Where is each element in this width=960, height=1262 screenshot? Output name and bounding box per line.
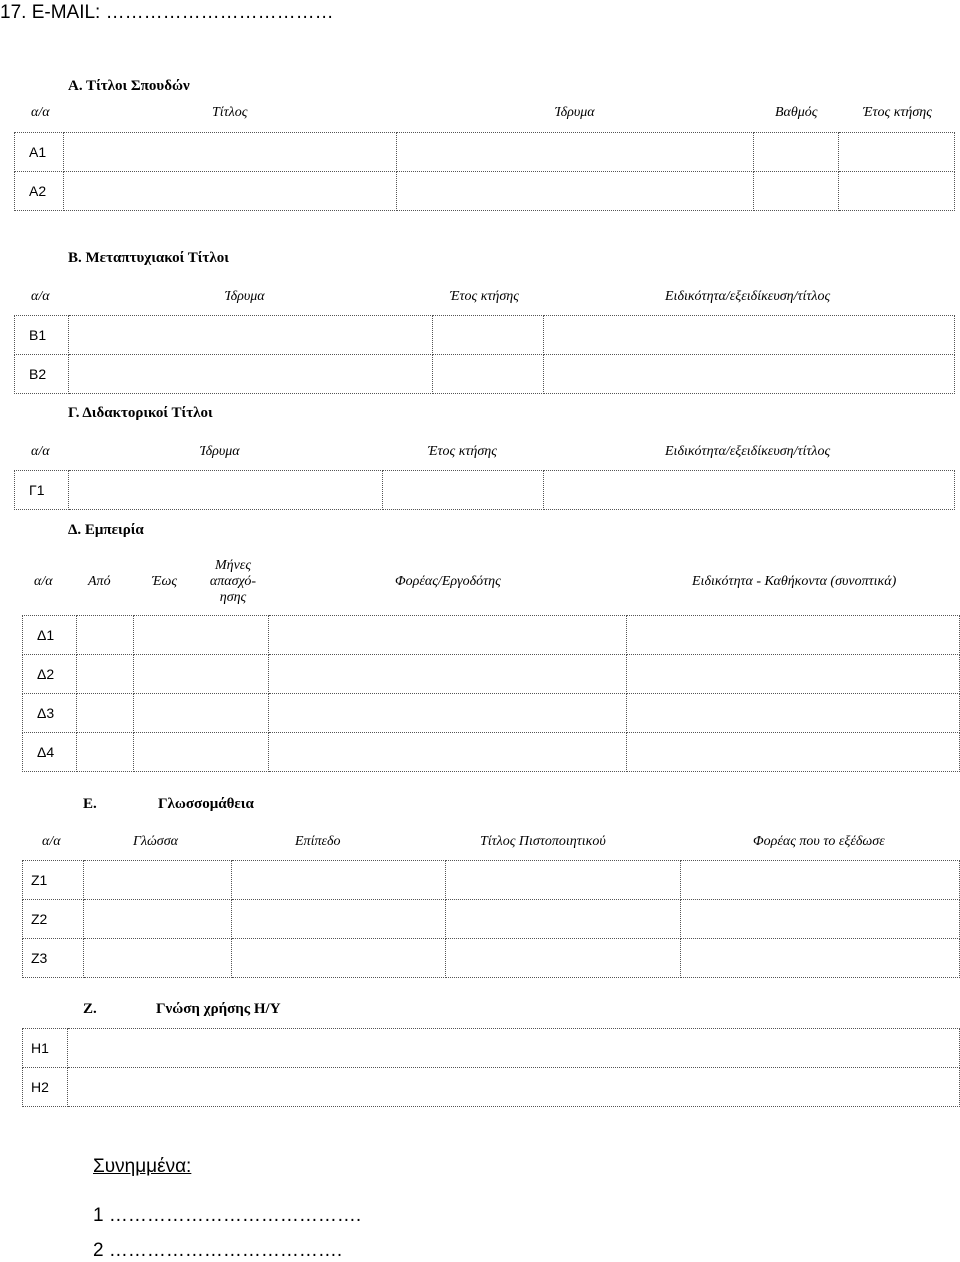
title-cell[interactable]: [64, 172, 397, 211]
duties-cell[interactable]: [627, 694, 960, 733]
table-row: [23, 694, 960, 733]
table-row: [23, 1068, 960, 1107]
section-d-header-aa: α/α: [34, 574, 53, 589]
section-b-title: Β. Μεταπτυχιακοί Τίτλοι: [68, 250, 229, 266]
row-label: Η1: [23, 1029, 68, 1068]
issuer-cell[interactable]: [681, 900, 960, 939]
employer-cell[interactable]: [269, 694, 627, 733]
from-cell[interactable]: [77, 616, 134, 655]
section-b-header-aa: α/α: [31, 289, 50, 304]
year-cell[interactable]: [839, 133, 955, 172]
to-cell[interactable]: [134, 733, 269, 772]
language-cell[interactable]: [84, 939, 232, 978]
specialty-cell[interactable]: [544, 355, 955, 394]
language-cell[interactable]: [84, 861, 232, 900]
row-label: Β2: [15, 355, 69, 394]
row-label: Η2: [23, 1068, 68, 1107]
section-a-header-grade: Βαθμός: [775, 105, 818, 120]
institution-cell[interactable]: [397, 172, 754, 211]
specialty-cell[interactable]: [544, 471, 955, 510]
row-label: Δ1: [23, 616, 77, 655]
section-g-header-specialty: Ειδικότητα/εξειδίκευση/τίτλος: [665, 444, 831, 459]
section-e-header-level: Επίπεδο: [295, 834, 341, 849]
table-row: [23, 939, 960, 978]
row-label: Γ1: [15, 471, 69, 510]
duties-cell[interactable]: [627, 655, 960, 694]
section-e-header-aa: α/α: [42, 834, 61, 849]
section-d-header-duties: Ειδικότητα - Καθήκοντα (συνοπτικά): [692, 574, 897, 589]
to-cell[interactable]: [134, 655, 269, 694]
employer-cell[interactable]: [269, 733, 627, 772]
section-b-header-year: Έτος κτήσης: [450, 289, 519, 304]
table-row: [15, 316, 955, 355]
from-cell[interactable]: [77, 655, 134, 694]
table-row: [23, 861, 960, 900]
section-a-header-year: Έτος κτήσης: [863, 105, 932, 120]
title-cell[interactable]: [64, 133, 397, 172]
grade-cell[interactable]: [754, 172, 839, 211]
section-g-header-institution: Ίδρυμα: [200, 444, 240, 459]
section-g-header-aa: α/α: [31, 444, 50, 459]
year-cell[interactable]: [433, 316, 544, 355]
section-a-table: [14, 132, 955, 211]
row-label: Α2: [15, 172, 64, 211]
year-cell[interactable]: [839, 172, 955, 211]
section-e-header-language: Γλώσσα: [133, 834, 178, 849]
table-row: [23, 733, 960, 772]
grade-cell[interactable]: [754, 133, 839, 172]
table-row: [15, 133, 955, 172]
language-cell[interactable]: [84, 900, 232, 939]
section-d-header-months: [208, 558, 258, 606]
institution-cell[interactable]: [69, 471, 383, 510]
attachments-title: Συνημμένα:: [93, 1156, 192, 1177]
section-a-header-title: Τίτλος: [212, 105, 248, 120]
section-g-table: [14, 470, 955, 510]
section-e-title: Γλωσσομάθεια: [158, 796, 254, 812]
institution-cell[interactable]: [397, 133, 754, 172]
section-d-table: [22, 615, 960, 772]
section-z-title: Γνώση χρήσης Η/Υ: [156, 1001, 281, 1017]
section-b-header-institution: Ίδρυμα: [225, 289, 265, 304]
certificate-cell[interactable]: [446, 861, 681, 900]
section-a-title: Α. Τίτλοι Σπουδών: [68, 78, 190, 94]
level-cell[interactable]: [232, 900, 446, 939]
to-cell[interactable]: [134, 694, 269, 733]
section-e-table: [22, 860, 960, 978]
months-line-3: ησης: [219, 590, 247, 605]
months-line-2: απασχό-: [209, 574, 257, 589]
row-label: Β1: [15, 316, 69, 355]
section-a-header-institution: Ίδρυμα: [555, 105, 595, 120]
from-cell[interactable]: [77, 733, 134, 772]
table-row: [23, 616, 960, 655]
year-cell[interactable]: [383, 471, 544, 510]
computer-skills-cell[interactable]: [68, 1029, 960, 1068]
certificate-cell[interactable]: [446, 900, 681, 939]
row-label: Ζ1: [23, 861, 84, 900]
institution-cell[interactable]: [69, 316, 433, 355]
table-row: [23, 900, 960, 939]
section-d-header-from: Από: [88, 574, 111, 589]
row-label: Δ4: [23, 733, 77, 772]
row-label: Ζ3: [23, 939, 84, 978]
duties-cell[interactable]: [627, 616, 960, 655]
from-cell[interactable]: [77, 694, 134, 733]
section-b-table: [14, 315, 955, 394]
year-cell[interactable]: [433, 355, 544, 394]
row-label: Δ2: [23, 655, 77, 694]
table-row: [15, 172, 955, 211]
section-e-header-certificate: Τίτλος Πιστοποιητικού: [480, 834, 606, 849]
table-row: [23, 1029, 960, 1068]
months-line-1: Μήνες: [214, 558, 252, 573]
specialty-cell[interactable]: [544, 316, 955, 355]
issuer-cell[interactable]: [681, 939, 960, 978]
section-d-title: Δ. Εμπειρία: [68, 522, 144, 538]
attachment-line-1: 1 ………………………………….: [93, 1205, 362, 1226]
row-label: Ζ2: [23, 900, 84, 939]
to-cell[interactable]: [134, 616, 269, 655]
attachment-line-2: 2 ……………………………….: [93, 1240, 343, 1261]
institution-cell[interactable]: [69, 355, 433, 394]
level-cell[interactable]: [232, 861, 446, 900]
section-z-table: [22, 1028, 960, 1107]
computer-skills-cell[interactable]: [68, 1068, 960, 1107]
section-e-letter: Ε.: [83, 796, 97, 812]
level-cell[interactable]: [232, 939, 446, 978]
row-label: Δ3: [23, 694, 77, 733]
row-label: Α1: [15, 133, 64, 172]
certificate-cell[interactable]: [446, 939, 681, 978]
issuer-cell[interactable]: [681, 861, 960, 900]
section-g-title: Γ. Διδακτορικοί Τίτλοι: [68, 405, 213, 421]
employer-cell[interactable]: [269, 655, 627, 694]
section-e-header-issuer: Φορέας που το εξέδωσε: [753, 834, 885, 849]
section-d-header-employer: Φορέας/Εργοδότης: [395, 574, 501, 589]
section-a-header-aa: α/α: [31, 105, 50, 120]
table-row: [15, 471, 955, 510]
email-line: 17. E-MAIL: ………………………………: [0, 2, 334, 23]
employer-cell[interactable]: [269, 616, 627, 655]
section-g-header-year: Έτος κτήσης: [428, 444, 497, 459]
table-row: [15, 355, 955, 394]
section-z-letter: Ζ.: [83, 1001, 97, 1017]
section-b-header-specialty: Ειδικότητα/εξειδίκευση/τίτλος: [665, 289, 831, 304]
table-row: [23, 655, 960, 694]
duties-cell[interactable]: [627, 733, 960, 772]
section-d-header-to: Έως: [152, 574, 178, 589]
